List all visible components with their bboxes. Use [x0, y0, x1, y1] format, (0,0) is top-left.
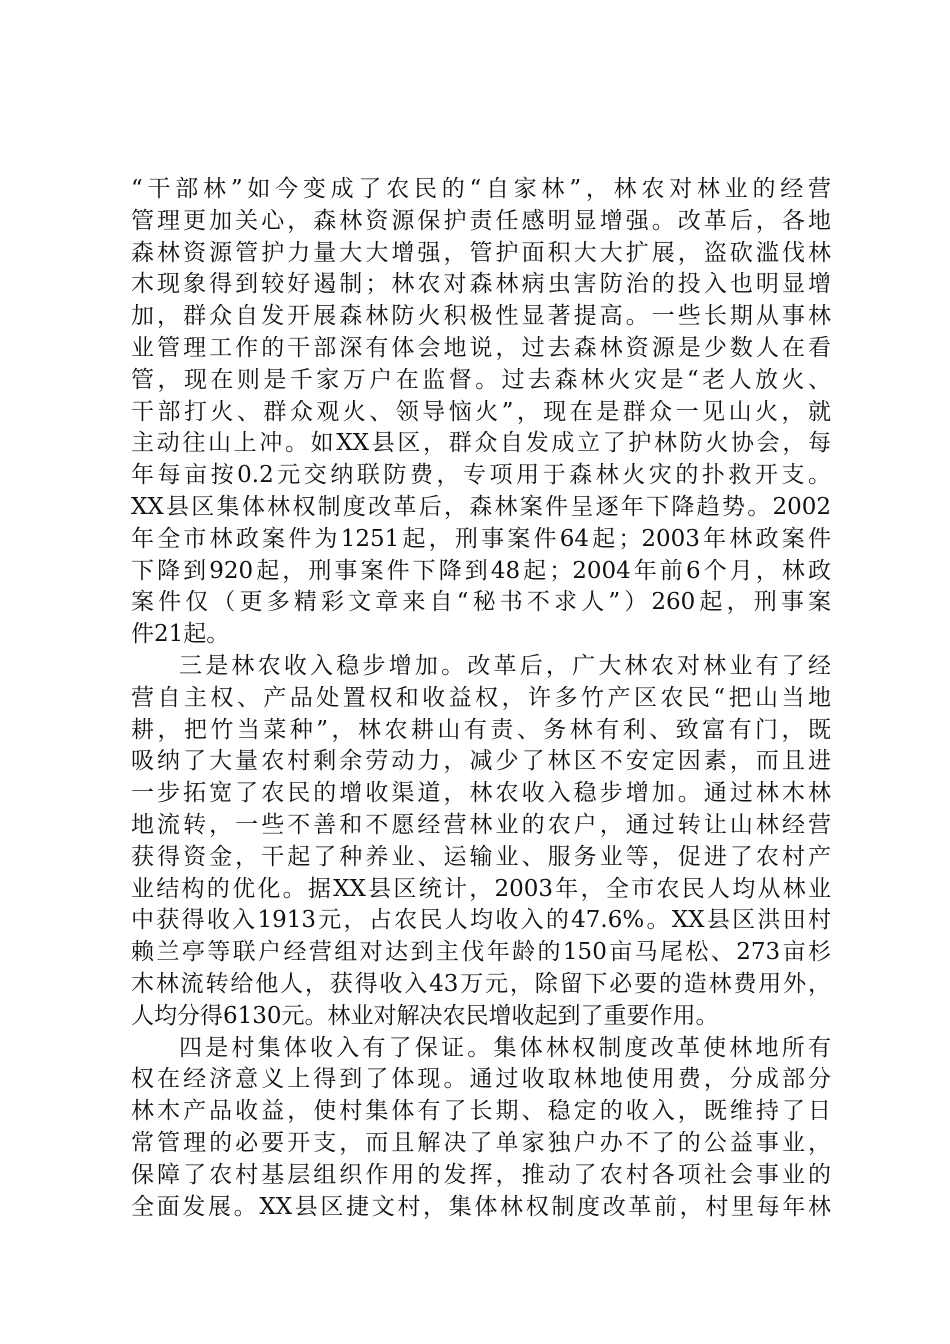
- text-line: 获得资金，干起了种养业、运输业、服务业等，促进了农村产: [131, 843, 831, 870]
- text-line: 一步拓宽了农民的增收渠道，林农收入稳步增加。通过林木林: [131, 780, 831, 807]
- text-line: 干部打火、群众观火、领导恼火”，现在是群众一见山火，就: [131, 398, 831, 425]
- paragraph-first-line: 三是林农收入稳步增加。改革后，广大林农对林业有了经: [179, 652, 831, 679]
- text-line: 件21起。: [131, 621, 230, 648]
- text-line: 全面发展。XX县区捷文村，集体林权制度改革前，村里每年林: [131, 1193, 831, 1220]
- text-line: 营自主权、产品处置权和收益权，许多竹产区农民“把山当地: [131, 684, 831, 711]
- text-line: XX县区集体林权制度改革后，森林案件呈逐年下降趋势。2002: [131, 493, 831, 520]
- text-line: 管，现在则是千家万户在监督。过去森林火灾是“老人放火、: [131, 366, 831, 393]
- text-line: 保障了农村基层组织作用的发挥，推动了农村各项社会事业的: [131, 1161, 831, 1188]
- text-line: 木林流转给他人，获得收入43万元，除留下必要的造林费用外，: [131, 970, 831, 997]
- document-body: [131, 174, 831, 1223]
- text-line: 主动往山上冲。如XX县区，群众自发成立了护林防火协会，每: [131, 430, 831, 457]
- text-line: 木现象得到较好遏制；林农对森林病虫害防治的投入也明显增: [131, 271, 831, 298]
- text-line: 下降到920起，刑事案件下降到48起；2004年前6个月，林政: [131, 557, 831, 584]
- text-line: 年全市林政案件为1251起，刑事案件64起；2003年林政案件: [131, 525, 831, 552]
- text-line: “干部林”如今变成了农民的“自家林”，林农对林业的经营: [131, 176, 831, 202]
- text-line: 耕，把竹当菜种”，林农耕山有责、务林有利、致富有门，既: [131, 716, 831, 743]
- text-line: 案件仅（更多精彩文章来自“秘书不求人”）260起，刑事案: [131, 589, 831, 616]
- text-line: 赖兰亭等联户经营组对达到主伐年龄的150亩马尾松、273亩杉: [131, 939, 831, 966]
- text-line: 权在经济意义上得到了体现。通过收取林地使用费，分成部分: [131, 1066, 831, 1093]
- text-line: 常管理的必要开支，而且解决了单家独户办不了的公益事业，: [131, 1129, 831, 1156]
- text-line: 吸纳了大量农村剩余劳动力，减少了林区不安定因素，而且进: [131, 748, 831, 775]
- text-line: 业结构的优化。据XX县区统计，2003年，全市农民人均从林业: [131, 875, 831, 902]
- text-line: 管理更加关心，森林资源保护责任感明显增强。改革后，各地: [131, 207, 831, 234]
- text-line: 地流转，一些不善和不愿经营林业的农户，通过转让山林经营: [131, 811, 831, 838]
- text-line: 年每亩按0.2元交纳联防费，专项用于森林火灾的扑救开支。: [131, 462, 831, 489]
- text-line: 业管理工作的干部深有体会地说，过去森林资源是少数人在看: [131, 334, 831, 361]
- text-line: 加，群众自发开展森林防火积极性显著提高。一些长期从事林: [131, 303, 831, 330]
- text-line: 林木产品收益，使村集体有了长期、稳定的收入，既维持了日: [131, 1098, 831, 1125]
- text-line: 森林资源管护力量大大增强，管护面积大大扩展，盗砍滥伐林: [131, 239, 831, 266]
- text-line: 人均分得6130元。林业对解决农民增收起到了重要作用。: [131, 1002, 719, 1029]
- text-line: 中获得收入1913元，占农民人均收入的47.6%。XX县区洪田村: [131, 907, 831, 934]
- paragraph-first-line: 四是村集体收入有了保证。集体林权制度改革使林地所有: [179, 1034, 831, 1061]
